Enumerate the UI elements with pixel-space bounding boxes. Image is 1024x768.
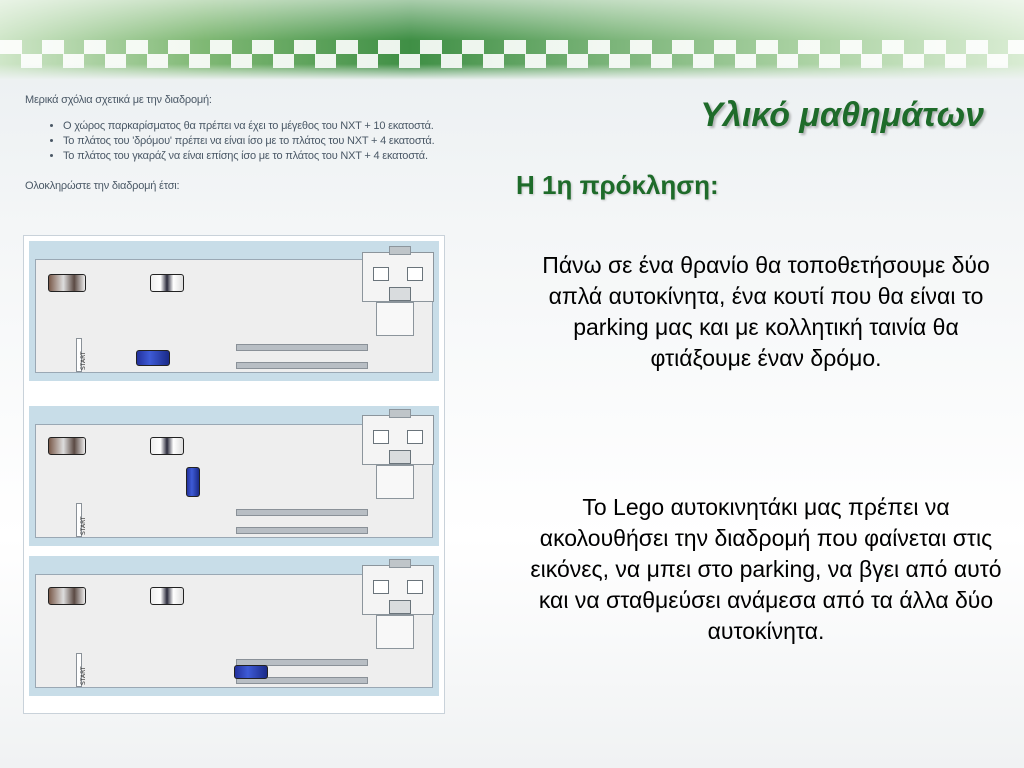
diagram-panel-2 xyxy=(29,406,439,546)
tape-road xyxy=(236,362,368,369)
diagram-panel-3 xyxy=(29,556,439,696)
building-window xyxy=(373,267,389,281)
parked-car-1 xyxy=(48,587,86,605)
panel-field xyxy=(35,424,433,538)
paragraph-route: Το Lego αυτοκινητάκι μας πρέπει να ακολουθήσει την διαδρομή που φαίνεται στις εικόνες, να μπει στο parking, να βγει από αυτό και να σταθμεύσει ανάμεσα από τα άλλα δύο αυτοκίνητα. xyxy=(530,494,1002,644)
notes-item: • Το πλάτος του 'δρόμου' πρέπει να είναι ίσο με το πλάτος του NXT + 4 εκατοστά. xyxy=(63,135,515,147)
parked-car-1 xyxy=(48,437,86,455)
notes-complete: Ολοκληρώστε την διαδρομή έτσι: xyxy=(25,180,180,192)
slide-subtitle: Η 1η πρόκληση: xyxy=(516,170,719,200)
building-roof xyxy=(389,246,411,255)
building-roof xyxy=(389,409,411,418)
banner-fade xyxy=(0,64,1024,80)
parking-building xyxy=(362,565,434,615)
diagram-panel-1 xyxy=(29,241,439,381)
building-window xyxy=(407,267,423,281)
notes-item: • Το πλάτος του γκαράζ να είναι επίσης ίσο με το πλάτος του NXT + 4 εκατοστά. xyxy=(63,150,515,162)
tape-road xyxy=(236,509,368,516)
notes-intro: Μερικά σχόλια σχετικά με την διαδρομή: xyxy=(25,94,212,106)
notes-list xyxy=(25,120,515,162)
tape-road xyxy=(236,527,368,534)
parked-car-2 xyxy=(150,587,184,605)
building-door xyxy=(389,287,411,301)
parking-lot xyxy=(376,465,414,499)
panel-field xyxy=(35,259,433,373)
parking-building xyxy=(362,252,434,302)
notes-item: • Ο χώρος παρκαρίσματος θα πρέπει να έχει το μέγεθος του NXT + 10 εκατοστά. xyxy=(63,120,515,132)
parking-lot xyxy=(376,615,414,649)
header-banner xyxy=(0,0,1024,80)
start-label: START xyxy=(80,666,87,685)
start-label: START xyxy=(80,516,87,535)
building-window xyxy=(373,580,389,594)
parked-car-2 xyxy=(150,274,184,292)
parked-car-1 xyxy=(48,274,86,292)
lego-car xyxy=(136,350,170,366)
lego-car xyxy=(186,467,200,497)
start-label: START xyxy=(80,351,87,370)
slide-title: Υλικό μαθημάτων xyxy=(700,96,984,134)
banner-glow xyxy=(0,0,1024,40)
paragraph-setup: Πάνω σε ένα θρανίο θα τοποθετήσουμε δύο απλά αυτοκίνητα, ένα κουτί που θα είναι το parking μας και με κολλητική ταινία θα φτιάξουμε έναν δρόμο. xyxy=(542,252,990,371)
route-diagram xyxy=(23,235,445,714)
parked-car-2 xyxy=(150,437,184,455)
panel-field xyxy=(35,574,433,688)
building-window xyxy=(407,580,423,594)
building-window xyxy=(407,430,423,444)
building-door xyxy=(389,450,411,464)
building-door xyxy=(389,600,411,614)
route-notes xyxy=(25,94,515,203)
building-window xyxy=(373,430,389,444)
tape-road xyxy=(236,344,368,351)
building-roof xyxy=(389,559,411,568)
parking-lot xyxy=(376,302,414,336)
lego-car xyxy=(234,665,268,679)
parking-building xyxy=(362,415,434,465)
